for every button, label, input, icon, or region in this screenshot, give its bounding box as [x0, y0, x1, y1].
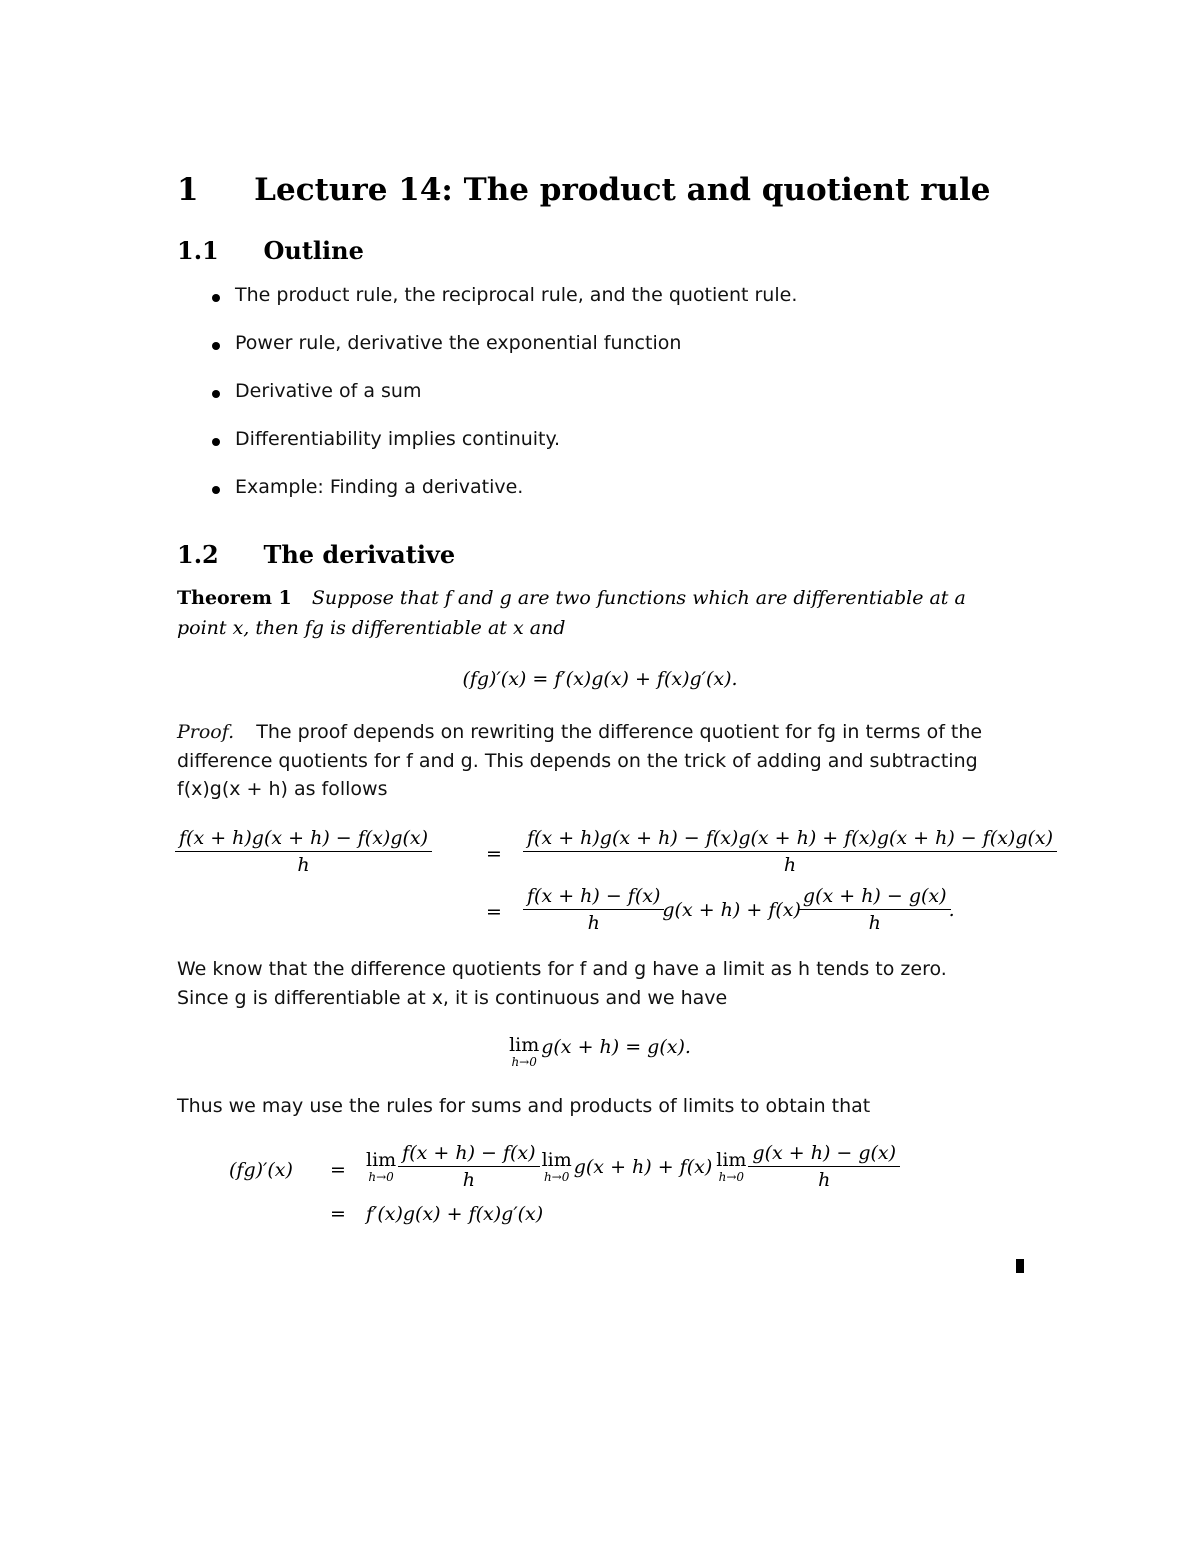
rhs-expression-2: [525, 885, 955, 934]
paragraph-line: We know that the difference quotients for f and g have a limit as h tends to zero.: [177, 958, 947, 980]
list-item: Power rule, derivative the exponential function: [235, 332, 682, 354]
expression-middle: g(x + h) + f(x): [573, 1155, 713, 1178]
bullet-icon: [212, 342, 220, 350]
theorem-label: Theorem 1: [177, 587, 292, 609]
limit-expression: g(x + h) = g(x).: [541, 1036, 691, 1058]
lim-operator: lim: [541, 1148, 572, 1171]
proof-label: Proof.: [177, 721, 235, 743]
fraction-numerator: g(x + h) − g(x): [802, 885, 947, 907]
subsection-number: 1.2: [177, 540, 219, 569]
paragraph-line: Since g is differentiable at x, it is continuous and we have: [177, 987, 728, 1009]
fraction-numerator: f(x + h)g(x + h) − f(x)g(x): [179, 827, 429, 849]
fraction-numerator: f(x + h) − f(x): [402, 1142, 536, 1164]
bullet-icon: [212, 486, 220, 494]
bullet-icon: [212, 438, 220, 446]
lim-subscript: h→0: [718, 1169, 745, 1184]
list-item: Differentiability implies continuity.: [235, 428, 561, 450]
final-rhs: [366, 1142, 898, 1191]
subsection-heading-outline: [177, 236, 364, 265]
bullet-icon: [212, 390, 220, 398]
lim-subscript: h→0: [543, 1169, 570, 1184]
section-title: Lecture 14: The product and quotient rule: [254, 172, 991, 208]
theorem-line-1: [177, 587, 966, 609]
expression-end: .: [948, 898, 955, 921]
equals-sign: =: [330, 1159, 346, 1181]
fraction-denominator: h: [523, 851, 1057, 876]
lim-subscript: h→0: [511, 1055, 537, 1069]
proof-line-3: f(x)g(x + h) as follows: [177, 778, 388, 800]
equals-sign: =: [486, 901, 502, 923]
equals-sign: =: [486, 843, 502, 865]
limit-equation: [0, 1036, 1200, 1068]
fraction-denominator: h: [748, 1166, 900, 1191]
lim-operator: lim: [366, 1148, 397, 1171]
rhs-fraction-1: [525, 827, 1055, 876]
qed-square-icon: [1016, 1259, 1024, 1273]
proof-text: The proof depends on rewriting the difference quotient for fg in terms of the: [256, 721, 983, 743]
final-lhs: (fg)′(x): [229, 1159, 293, 1181]
fraction-denominator: h: [398, 1166, 539, 1191]
fraction-denominator: h: [175, 851, 432, 876]
list-item: Derivative of a sum: [235, 380, 422, 402]
fraction-numerator: g(x + h) − g(x): [752, 1142, 897, 1164]
subsection-heading-derivative: [177, 540, 455, 569]
subsection-title: Outline: [263, 236, 364, 265]
subsection-number: 1.1: [177, 236, 219, 265]
fraction-numerator: f(x + h) − f(x): [527, 885, 661, 907]
final-line-2: f′(x)g(x) + f(x)g′(x): [366, 1203, 544, 1225]
list-item: Example: Finding a derivative.: [235, 476, 524, 498]
section-number: 1: [177, 172, 199, 208]
lim-subscript: h→0: [368, 1169, 394, 1184]
paragraph-line: Thus we may use the rules for sums and products of limits to obtain that: [177, 1095, 871, 1117]
equals-sign: =: [330, 1203, 346, 1225]
list-item: The product rule, the reciprocal rule, and the quotient rule.: [235, 284, 798, 306]
theorem-line-2: point x, then fg is differentiable at x and: [177, 617, 566, 639]
expression-middle: g(x + h) + f(x): [662, 898, 801, 921]
fraction-numerator: f(x + h)g(x + h) − f(x)g(x + h) + f(x)g(x + h) − f(x)g(x): [527, 827, 1054, 849]
proof-line-2: difference quotients for f and g. This depends on the trick of adding and subtracting: [177, 750, 978, 772]
fraction-denominator: h: [799, 909, 951, 934]
subsection-title: The derivative: [263, 540, 456, 569]
theorem-text: Suppose that f and g are two functions which are differentiable at a: [311, 587, 966, 609]
bullet-icon: [212, 294, 220, 302]
lim-operator: lim: [509, 1034, 540, 1056]
lhs-fraction: [177, 827, 430, 876]
lim-operator: lim: [716, 1148, 747, 1171]
proof-line-1: [177, 721, 982, 743]
fraction-denominator: h: [523, 909, 664, 934]
section-heading: [177, 172, 990, 208]
theorem-equation: (fg)′(x) = f′(x)g(x) + f(x)g′(x).: [462, 668, 738, 690]
